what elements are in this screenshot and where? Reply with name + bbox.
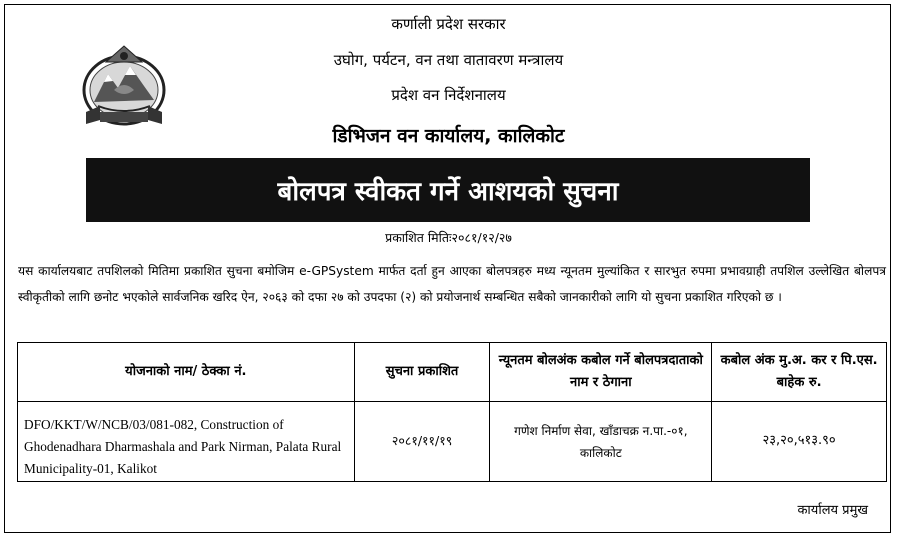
column-header-bidder: न्यूनतम बोलअंक कबोल गर्ने बोलपत्रदाताको नाम र ठेगाना: [490, 343, 712, 402]
bidder-cell: गणेश निर्माण सेवा, खाँडाचक्र न.पा.-०१, कालिकोट: [490, 402, 712, 482]
bid-acceptance-table: [17, 342, 887, 482]
notice-body: यस कार्यालयबाट तपशिलको मितिमा प्रकाशित सुचना बमोजिम e-GPSystem मार्फत दर्ता हुन आएका बोलपत्रहरु मध्य न्यूनतम मुल्यांकित र सारभुत रुपमा प्रभावग्राही तपशिल उल्लेखित बोलपत्र स्वीकृतीको लागि छनोट भएकोले सार्वजनिक खरिद ऐन, २०६३ को दफा २७ को उपदफा (२) को प्रयोजनार्थ सम्बन्धित सबैको जानकारीको लागि यो सुचना प्रकाशित गरिएको छ ।: [18, 264, 886, 304]
government-name: कर्णाली प्रदेश सरकार: [391, 15, 506, 33]
column-header-published: सुचना प्रकाशित: [354, 343, 490, 402]
amount-cell: २३,२०,५१३.९०: [712, 402, 887, 482]
directorate-name: प्रदेश वन निर्देशनालय: [391, 86, 506, 104]
published-date: प्रकाशित मितिः२०८१/१२/२७: [385, 230, 512, 245]
notice-title: बोलपत्र स्वीकत गर्ने आशयको सुचना: [277, 177, 619, 207]
ministry-name: उघोग, पर्यटन, वन तथा वातावरण मन्त्रालय: [333, 51, 564, 69]
office-name: डिभिजन वन कार्यालय, कालिकोट: [332, 125, 565, 147]
column-header-amount: कबोल अंक मु.अ. कर र पि.एस. बाहेक रु.: [712, 343, 887, 402]
table-row: [18, 402, 887, 482]
table-header-row: [18, 343, 887, 402]
signature-label: कार्यालय प्रमुख: [797, 503, 868, 518]
notice-title-banner: [86, 158, 810, 222]
column-header-project: योजनाको नाम/ ठेक्का नं.: [18, 343, 355, 402]
project-cell: DFO/KKT/W/NCB/03/081-082, Construction of Ghodenadhara Dharmashala and Park Nirman, Palata Rural Municipality-01, Kalikot: [18, 402, 355, 482]
published-cell: २०८१/११/१९: [354, 402, 490, 482]
